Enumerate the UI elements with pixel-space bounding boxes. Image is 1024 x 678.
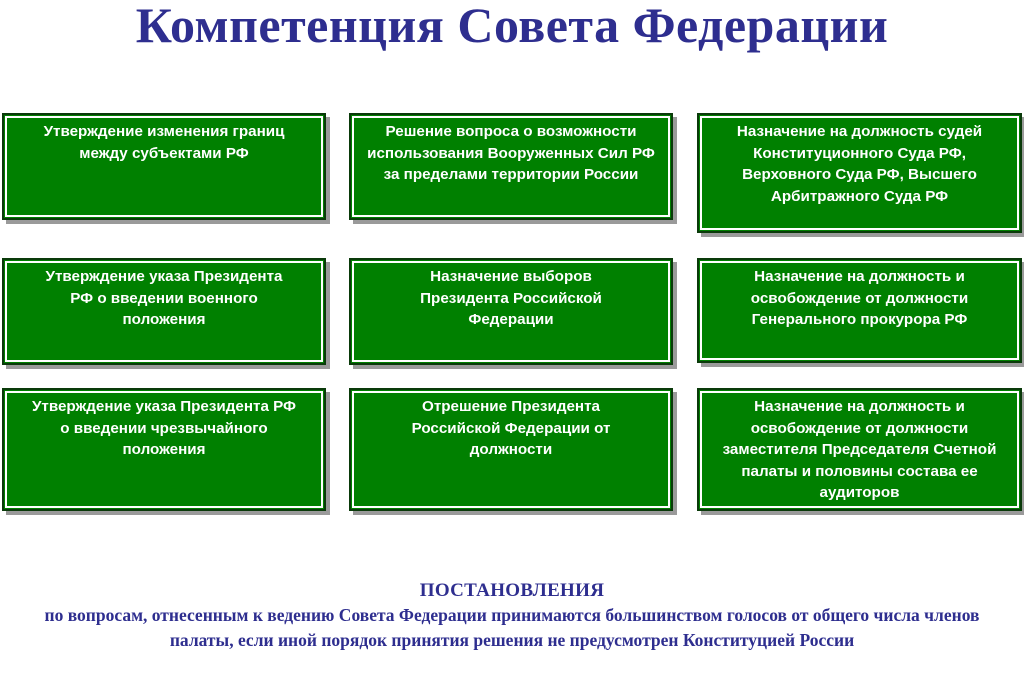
resolutions-heading: ПОСТАНОВЛЕНИЯ [419, 580, 605, 601]
competence-box-armed-forces [349, 113, 673, 220]
competence-box-border-change [2, 113, 326, 220]
competence-box-accounts-chamber [697, 388, 1022, 511]
box-text: Утверждение указа Президента РФ о введении чрезвычайного положения [31, 398, 297, 458]
box-text: Решение вопроса о возможности использования Вооруженных Сил РФ за пределами территории России [367, 123, 655, 183]
box-text: Утверждение изменения границ между субъектами РФ [43, 123, 285, 162]
page-title: Компетенция Совета Федерации [135, 0, 889, 53]
competence-box-state-of-emergency [2, 388, 326, 511]
competence-box-impeachment [349, 388, 673, 511]
box-text: Назначение на должность и освобождение от должности Генерального прокурора РФ [750, 268, 969, 328]
box-text: Отрешение Президента Российской Федерации от должности [411, 398, 611, 458]
box-text: Назначение на должность судей Конституционного Суда РФ, Верховного Суда РФ, Высшего Арбитражного Суда РФ [736, 123, 983, 205]
competence-box-judges [697, 113, 1022, 233]
box-text: Назначение на должность и освобождение от должности заместителя Председателя Счетной палаты и половины состава ее аудиторов [722, 398, 997, 501]
box-text: Назначение выборов Президента Российской Федерации [420, 268, 602, 328]
competence-box-presidential-elections [349, 258, 673, 365]
resolutions-note [0, 578, 1024, 653]
competence-box-prosecutor-general [697, 258, 1022, 363]
resolutions-text: по вопросам, отнесенным к ведению Совета Федерации принимаются большинством голосов от общего числа членов палаты, если иной порядок принятия решения не предусмотрен Конституцией России [44, 605, 980, 650]
competence-box-martial-law [2, 258, 326, 365]
box-text: Утверждение указа Президента РФ о введении военного положения [45, 268, 283, 328]
